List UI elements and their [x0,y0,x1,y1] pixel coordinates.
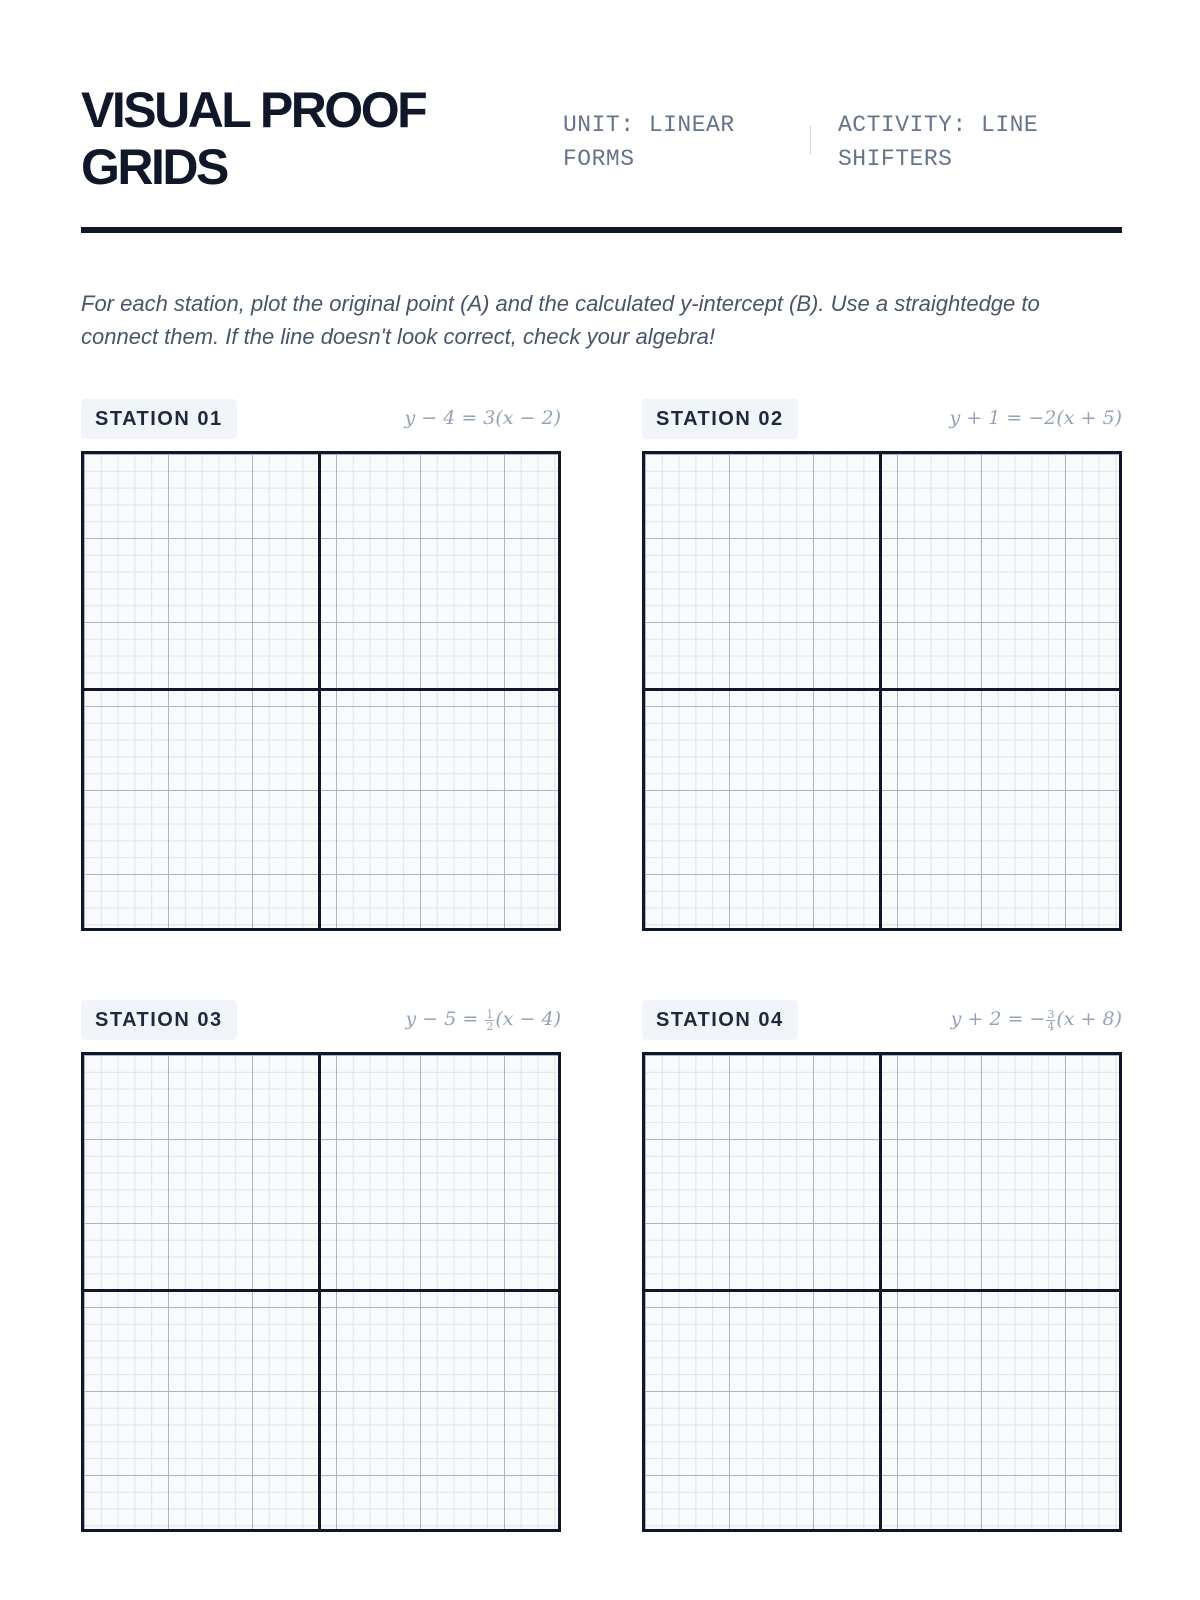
station-label: STATION 04 [642,1000,798,1040]
meta-divider [810,126,811,154]
unit-label: UNIT: LINEAR FORMS [563,112,735,172]
fraction [485,1009,494,1032]
fraction-denominator: 2 [486,1019,494,1033]
station-03 [81,1000,561,1530]
x-axis [645,688,1119,691]
coordinate-grid[interactable] [81,1052,561,1532]
station-04 [642,1000,1122,1530]
x-axis [84,1289,558,1292]
fraction-numerator: 3 [1047,1007,1055,1021]
page-title: VISUAL PROOF GRIDS [81,82,426,195]
y-axis [318,1055,321,1529]
equation-text-after: (x − 4) [495,1008,561,1030]
equation-text-after: (x + 8) [1056,1008,1122,1030]
activity-label: ACTIVITY: LINE SHIFTERS [838,112,1039,172]
equation-text: y − 5 = [405,1008,485,1030]
y-axis [318,454,321,928]
station-equation [406,1006,561,1032]
station-01 [81,399,561,929]
instructions-text: For each station, plot the original point (A) and the calculated y-intercept (B). Use a straightedge to connect them. If the line doesn't look correct, check your algebra! [81,291,1040,349]
equation-text: y + 1 = −2(x + 5) [949,407,1122,429]
header-rule [81,227,1122,233]
header [81,82,1122,202]
coordinate-grid[interactable] [642,1052,1122,1532]
station-equation [950,405,1122,431]
station-label: STATION 03 [81,1000,237,1040]
station-label: STATION 02 [642,399,798,439]
y-axis [879,1055,882,1529]
equation-text: y + 2 = − [950,1008,1046,1030]
fraction-denominator: 4 [1047,1019,1055,1033]
station-label: STATION 01 [81,399,237,439]
coordinate-grid[interactable] [642,451,1122,931]
x-axis [645,1289,1119,1292]
station-02 [642,399,1122,929]
coordinate-grid[interactable] [81,451,561,931]
worksheet-page [81,0,1122,1600]
x-axis [84,688,558,691]
equation-text: y − 4 = 3(x − 2) [404,407,561,429]
station-equation [404,405,561,431]
fraction-numerator: 1 [486,1007,494,1021]
station-equation [951,1006,1122,1032]
y-axis [879,454,882,928]
fraction [1046,1009,1055,1032]
